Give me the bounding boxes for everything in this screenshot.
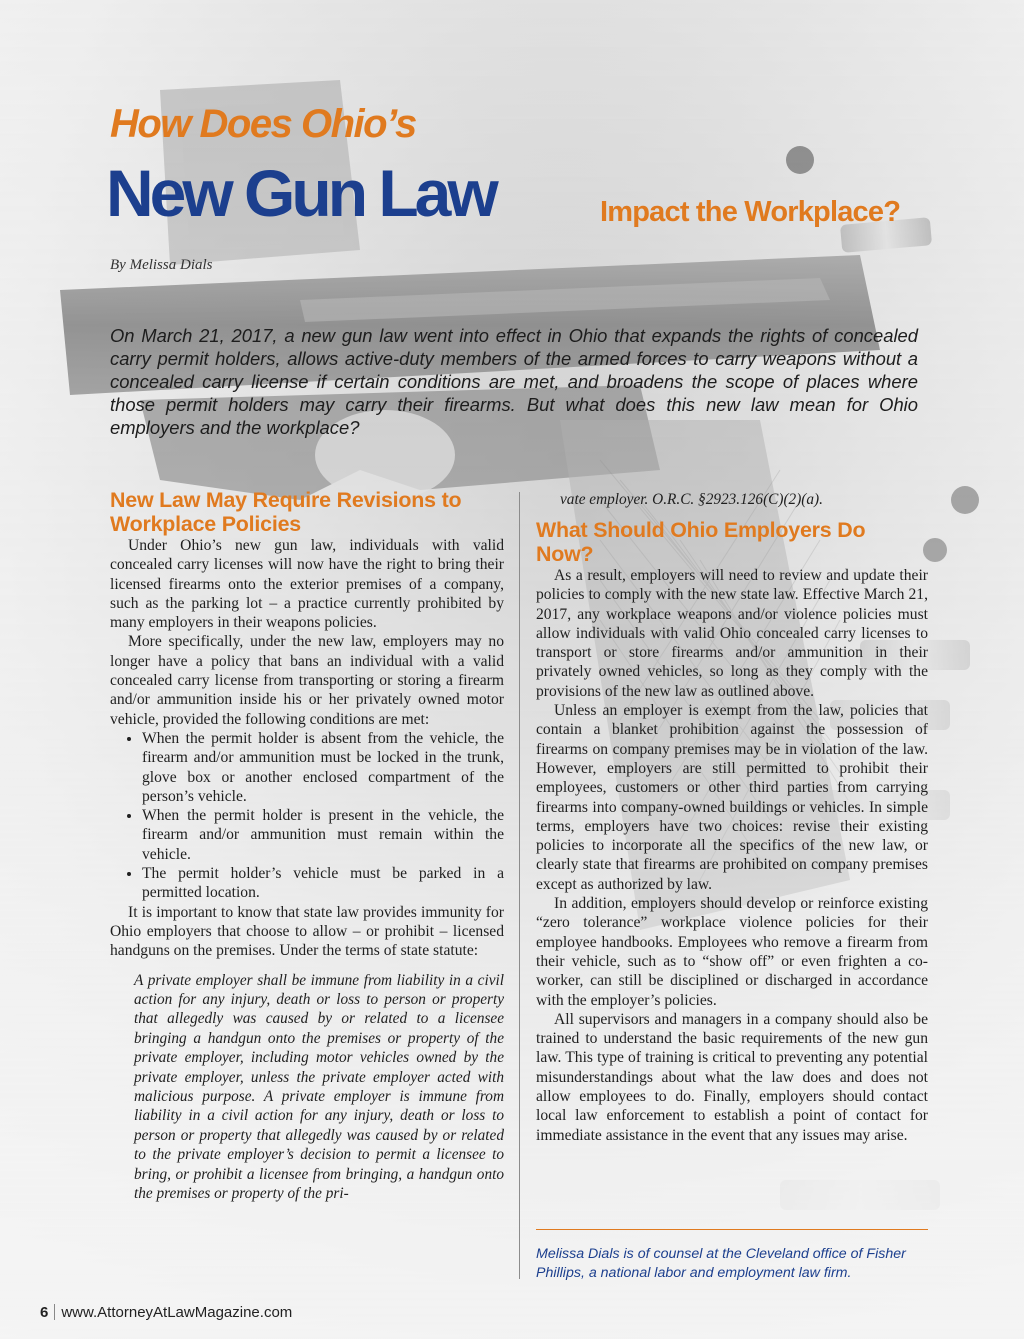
headline-kicker: How Does Ohio’s	[110, 102, 416, 146]
statute-quote-continued: vate employer. O.R.C. §2923.126(C)(2)(a).	[560, 491, 823, 508]
page-number: 6	[40, 1304, 49, 1321]
headline-tail: Impact the Workplace?	[600, 196, 901, 228]
list-item: • When the permit holder is absent from the vehicle, the firearm and/or ammunition must be locked in the trunk, glove box or another enclosed compartment of the person’s vehicle.	[142, 729, 504, 806]
body-paragraph: Unless an employer is exempt from the law, policies that contain a blanket prohibition against the possession of firearms on company premises may be in violation of the law. However, employers are still permitted to prohibit their employees, customers or other third parties from carrying firearms into company-owned buildings or vehicles. In simple terms, employers have two choices: revise their existing policies to incorporate all the specifics of the new law, or clearly state that firearms are prohibited on company premises except as authorized by law.	[536, 702, 928, 893]
byline: By Melissa Dials	[110, 257, 213, 273]
page-footer	[40, 1304, 292, 1321]
website-link[interactable]: www.AttorneyAtLawMagazine.com	[61, 1304, 293, 1321]
body-paragraph: Under Ohio’s new gun law, individuals with valid concealed carry licenses will now have the right to bring their licensed firearms onto the exterior premises of a company, such as the parking lot – a practice currently prohibited by many employers in their weapons policies.	[110, 537, 504, 632]
left-column	[110, 488, 504, 1203]
section-heading-revisions: New Law May Require Revisions to Workplace Policies	[110, 488, 462, 536]
list-item: • The permit holder’s vehicle must be parked in a permitted location.	[142, 864, 504, 903]
body-paragraph: As a result, employers will need to review and update their policies to comply with the new state law. Effective March 21, 2017, any workplace weapons and/or violence policies must allow individuals with valid Ohio concealed carry licenses to transport or store firearms and/or ammunition in their privately owned vehicles, so long as they comply with the provisions of the new law as outlined above.	[536, 567, 928, 700]
body-paragraph: It is important to know that state law provides immunity for Ohio employers that choose to allow – or prohibit – licensed handguns on the premises. Under the terms of state statute:	[110, 903, 504, 960]
body-paragraph: In addition, employers should develop or reinforce existing “zero tolerance” workplace violence policies for their employee handbooks. Employees who remove a firearm from their vehicle, such as to “show off” or even frighten a co-worker, can still be disciplined or discharged in accordance with the employer’s policies.	[536, 895, 928, 1009]
intro-paragraph: On March 21, 2017, a new gun law went into effect in Ohio that expands the rights of concealed carry permit holders, allows active-duty members of the armed forces to carry weapons without a concealed carry license if certain conditions are met, and broadens the scope of places where those permit holders may carry their firearms. But what does this new law mean for Ohio employers and the workplace?	[110, 325, 918, 438]
section-heading-employers: What Should Ohio Employers Do Now?	[536, 518, 866, 566]
statute-quote: A private employer shall be immune from liability in a civil action for any injury, death or loss to person or property that allegedly was caused by or related to a licensee bringing a handgun onto the premises or property of the private employer, including motor vehicles owned by the private employer, unless the private employer acted with malicious purpose. A private employer is immune from liability in a civil action for any injury, death or loss to person or property that allegedly was caused by or related to the private employer’s decision to permit a licensee to bring, or prohibit a licensee from bringing, a handgun onto the premises or property of the pri-	[134, 971, 504, 1202]
author-bio: Melissa Dials is of counsel at the Cleveland office of Fisher Phillips, a national labor and employment law firm.	[536, 1246, 906, 1281]
footer-separator	[54, 1304, 55, 1320]
column-divider	[519, 492, 520, 1279]
headline-main: New Gun Law	[106, 156, 495, 230]
author-divider	[536, 1229, 928, 1230]
conditions-list	[110, 729, 504, 903]
list-item: • When the permit holder is present in the vehicle, the firearm and/or ammunition must remain within the vehicle.	[142, 806, 504, 864]
body-paragraph: More specifically, under the new law, employers may no longer have a policy that bans an individual with a valid concealed carry license from transporting or storing a firearm and/or ammunition inside his or her privately owned motor vehicle, provided the following conditions are met:	[110, 633, 504, 728]
right-column	[536, 490, 928, 1145]
body-paragraph: All supervisors and managers in a company should also be trained to understand the basic requirements of the new gun law. This type of training is critical to preventing any potential misunderstandings about what the law does and does not allow employees to do. Finally, employers should contact local law enforcement to establish a point of contact for immediate assistance in the event that any issues may arise.	[536, 1010, 928, 1144]
